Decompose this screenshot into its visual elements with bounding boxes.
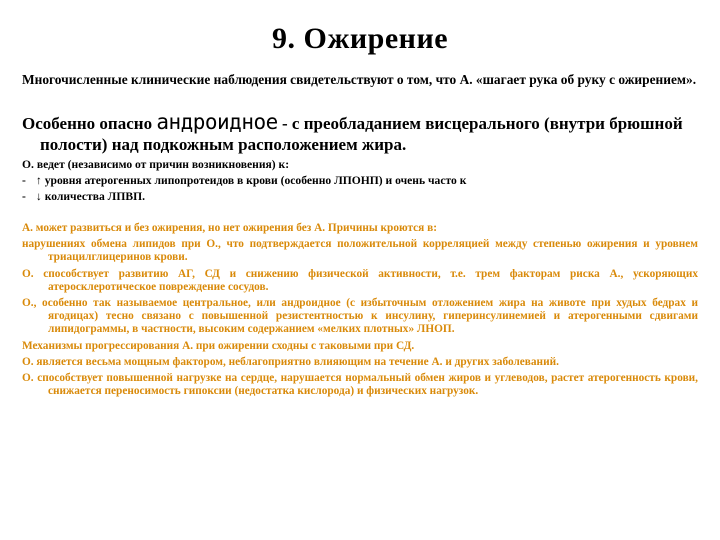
emphasis-paragraph bbox=[22, 112, 720, 155]
leads-heading: О. ведет (независимо от причин возникновения) к: bbox=[22, 158, 290, 171]
orange-paragraph: О. является весьма мощным фактором, неблагоприятно влияющим на течение А. и других заболеваний. bbox=[22, 355, 559, 368]
orange-paragraph: нарушениях обмена липидов при О., что подтверждается положительной корреляцией между степенью ожирения и уровнем триацилглицеринов крови. bbox=[22, 238, 698, 264]
list-dash: - bbox=[22, 174, 26, 187]
emphasis-part1: Особенно опасно bbox=[22, 114, 157, 133]
orange-paragraph: О., особенно так называемое центральное, или андроидное (с избыточным отложением жира на животе при худых бедрах и ягодицах) тесно связано с повышенной резистентностью к инсулину, гиперинсулинемией и атерогенными сдвигами липидограммы, в частности, высоким содержанием «мелких плотных» ЛНОП. bbox=[22, 297, 698, 336]
emphasis-part3: - с преобладанием висцерального (внутри брюшной полости) над подкожным расположением жира. bbox=[40, 114, 683, 154]
orange-paragraph: О. способствует повышенной нагрузке на сердце, нарушается нормальный обмен жиров и углеводов, растет атерогенность крови, снижается переносимость гипоксии (недостатка кислорода) и физических нагрузок. bbox=[22, 372, 698, 398]
intro-paragraph: Многочисленные клинические наблюдения свидетельствуют о том, что А. «шагает рука об руку с ожирением». bbox=[22, 72, 697, 87]
leads-block bbox=[22, 157, 702, 205]
orange-paragraph: О. способствует развитию АГ, СД и снижению физической активности, т.е. трем факторам риска А., ускоряющих атеросклеротическое повреждение сосудов. bbox=[22, 267, 698, 293]
slide-title: 9. Ожирение bbox=[271, 22, 449, 55]
list-item bbox=[22, 189, 702, 205]
emphasis-keyword: андроидное bbox=[156, 110, 278, 134]
orange-paragraph: А. может развиться и без ожирения, но нет ожирения без А. Причины кроются в: bbox=[22, 222, 437, 234]
list-item-text: ↓ количества ЛПВП. bbox=[36, 190, 145, 203]
list-dash: - bbox=[22, 190, 26, 203]
orange-paragraph: Механизмы прогрессирования А. при ожирении сходны с таковыми при СД. bbox=[22, 339, 415, 352]
orange-text-block bbox=[22, 222, 698, 401]
list-item bbox=[22, 173, 702, 189]
list-item-text: ↑ уровня атерогенных липопротеидов в крови (особенно ЛПОНП) и очень часто к bbox=[36, 174, 467, 187]
